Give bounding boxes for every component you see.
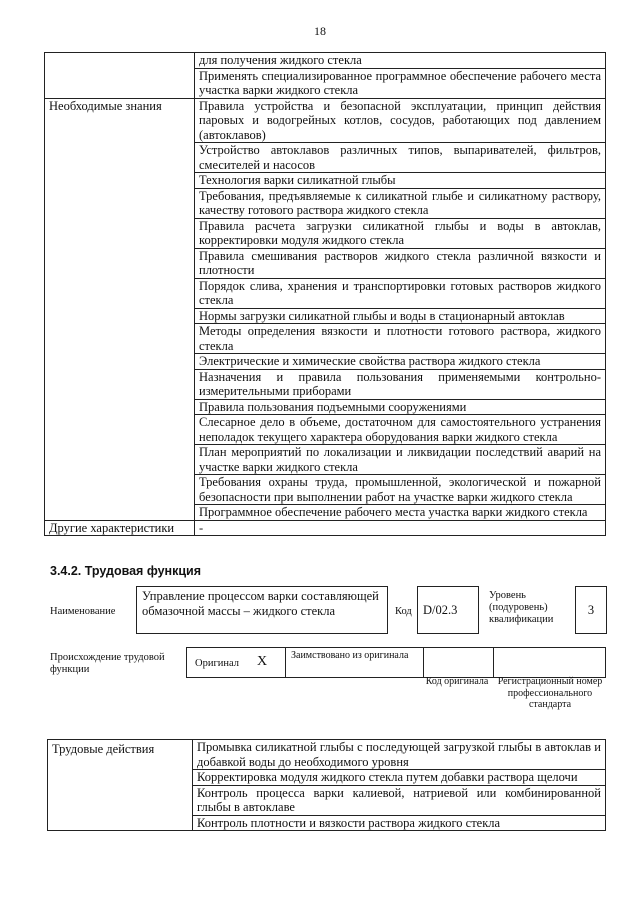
origin-row bbox=[186, 647, 606, 678]
table-cell: Правила пользования подъемными сооружениями bbox=[195, 399, 606, 415]
row-label bbox=[45, 53, 195, 99]
row-label: Необходимые знания bbox=[45, 98, 195, 520]
table-cell: План мероприятий по локализации и ликвидации последствий аварий на участке варки жидкого стекла bbox=[195, 445, 606, 475]
table-cell: для получения жидкого стекла bbox=[195, 53, 606, 69]
table-row bbox=[45, 520, 606, 536]
table-cell: Промывка силикатной глыбы с последующей загрузкой глыбы в автоклав и добавкой воды до необходимого уровня bbox=[193, 740, 606, 770]
table-cell: Требования охраны труда, промышленной, экологической и пожарной безопасности при выполнении работ на участке варки жидкого стекла bbox=[195, 475, 606, 505]
table-cell: Устройство автоклавов различных типов, выпаривателей, фильтров, смесителей и насосов bbox=[195, 143, 606, 173]
table-cell: Контроль плотности и вязкости раствора жидкого стекла bbox=[193, 815, 606, 831]
name-label: Наименование bbox=[50, 606, 116, 617]
borrowed-label: Заимствовано из оригинала bbox=[291, 650, 409, 661]
code-box: D/02.3 bbox=[417, 586, 479, 634]
table-cell: Применять специализированное программное обеспечение рабочего места участка варки жидкого стекла bbox=[195, 68, 606, 98]
reg-number-caption: Регистрационный номер профессионального стандарта bbox=[497, 676, 603, 710]
table-row bbox=[48, 740, 606, 770]
table-row bbox=[45, 98, 606, 143]
divider bbox=[493, 647, 494, 678]
original-label: Оригинал bbox=[195, 658, 239, 669]
table-cell: Программное обеспечение рабочего места участка варки жидкого стекла bbox=[195, 505, 606, 521]
table-cell: Методы определения вязкости и плотности готового раствора, жидкого стекла bbox=[195, 324, 606, 354]
actions-table bbox=[47, 739, 606, 831]
level-label: Уровень (подуровень) квалификации bbox=[489, 590, 554, 625]
table-cell: Электрические и химические свойства раствора жидкого стекла bbox=[195, 354, 606, 370]
level-box: 3 bbox=[575, 586, 607, 634]
origin-label: Происхождение трудовой функции bbox=[50, 652, 165, 675]
table-cell: Нормы загрузки силикатной глыбы и воды в стационарный автоклав bbox=[195, 308, 606, 324]
table-cell: Правила расчета загрузки силикатной глыбы и воды в автоклав, корректировки модуля жидкого стекла bbox=[195, 218, 606, 248]
table-cell: Слесарное дело в объеме, достаточном для самостоятельного устранения неполадок текущего характера оборудования варки жидкого стекла bbox=[195, 415, 606, 445]
table-cell: - bbox=[195, 520, 606, 536]
divider bbox=[423, 647, 424, 678]
table-cell: Корректировка модуля жидкого стекла путем добавки раствора щелочи bbox=[193, 770, 606, 786]
code-original-caption: Код оригинала bbox=[425, 676, 489, 687]
table-row bbox=[45, 53, 606, 69]
actions-label: Трудовые действия bbox=[48, 740, 193, 831]
divider bbox=[285, 647, 286, 678]
table-cell: Правила устройства и безопасной эксплуатации, принцип действия паровых и водогрейных котлов, сосудов, работающих под давлением (автоклавов) bbox=[195, 98, 606, 143]
knowledge-table bbox=[44, 52, 606, 536]
table-cell: Порядок слива, хранения и транспортировки готовых растворов жидкого стекла bbox=[195, 278, 606, 308]
code-label: Код bbox=[395, 606, 412, 617]
function-name-box: Управление процессом варки составляющей обмазочной массы – жидкого стекла bbox=[136, 586, 388, 634]
table-cell: Требования, предъявляемые к силикатной глыбе и силикатному раствору, качеству готового раствора жидкого стекла bbox=[195, 188, 606, 218]
section-title: 3.4.2. Трудовая функция bbox=[50, 564, 202, 578]
row-label: Другие характеристики bbox=[45, 520, 195, 536]
table-cell: Технология варки силикатной глыбы bbox=[195, 173, 606, 189]
page-number: 18 bbox=[314, 24, 326, 38]
table-cell: Назначения и правила пользования применяемыми контрольно-измерительными приборами bbox=[195, 369, 606, 399]
table-cell: Правила смешивания растворов жидкого стекла различной вязкости и плотности bbox=[195, 248, 606, 278]
original-mark: X bbox=[257, 654, 268, 669]
table-cell: Контроль процесса варки калиевой, натриевой или комбинированной глыбы в автоклаве bbox=[193, 785, 606, 815]
